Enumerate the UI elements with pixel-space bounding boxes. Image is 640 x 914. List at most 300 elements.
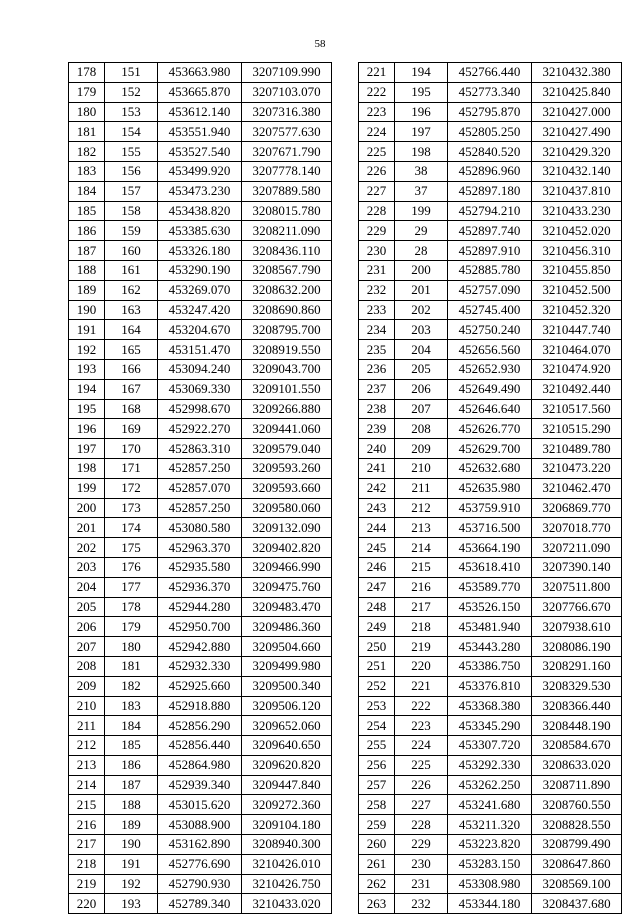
table-row — [69, 201, 332, 221]
y-coordinate-cell: 3209483.470 — [242, 597, 332, 617]
row-index-cell: 260 — [359, 835, 395, 855]
point-number-cell: 157 — [105, 181, 158, 201]
y-coordinate-cell: 3208366.440 — [532, 696, 622, 716]
table-row — [359, 82, 622, 102]
row-index-cell: 181 — [69, 122, 105, 142]
table-row — [69, 676, 332, 696]
x-coordinate-cell: 453094.240 — [158, 359, 242, 379]
x-coordinate-cell: 452857.250 — [158, 498, 242, 518]
x-coordinate-cell: 452935.580 — [158, 557, 242, 577]
row-index-cell: 237 — [359, 379, 395, 399]
point-number-cell: 189 — [105, 815, 158, 835]
row-index-cell: 234 — [359, 320, 395, 340]
point-number-cell: 177 — [105, 577, 158, 597]
x-coordinate-cell: 452998.670 — [158, 399, 242, 419]
point-number-cell: 179 — [105, 617, 158, 637]
x-coordinate-cell: 452963.370 — [158, 538, 242, 558]
y-coordinate-cell: 3209620.820 — [242, 755, 332, 775]
point-number-cell: 222 — [395, 696, 448, 716]
table-row — [359, 637, 622, 657]
point-number-cell: 217 — [395, 597, 448, 617]
y-coordinate-cell: 3208711.890 — [532, 775, 622, 795]
y-coordinate-cell: 3208795.700 — [242, 320, 332, 340]
y-coordinate-cell: 3208940.300 — [242, 835, 332, 855]
table-row — [359, 221, 622, 241]
y-coordinate-cell: 3208291.160 — [532, 656, 622, 676]
x-coordinate-cell: 453385.630 — [158, 221, 242, 241]
y-coordinate-cell: 3208799.490 — [532, 835, 622, 855]
y-coordinate-cell: 3210464.070 — [532, 340, 622, 360]
y-coordinate-cell: 3210462.470 — [532, 478, 622, 498]
row-index-cell: 241 — [359, 458, 395, 478]
table-row — [69, 221, 332, 241]
point-number-cell: 227 — [395, 795, 448, 815]
y-coordinate-cell: 3209652.060 — [242, 716, 332, 736]
point-number-cell: 154 — [105, 122, 158, 142]
y-coordinate-cell: 3209101.550 — [242, 379, 332, 399]
row-index-cell: 231 — [359, 260, 395, 280]
y-coordinate-cell: 3207671.790 — [242, 142, 332, 162]
row-index-cell: 232 — [359, 280, 395, 300]
x-coordinate-cell: 452897.180 — [448, 181, 532, 201]
y-coordinate-cell: 3209580.060 — [242, 498, 332, 518]
x-coordinate-cell: 453080.580 — [158, 518, 242, 538]
x-coordinate-cell: 453211.320 — [448, 815, 532, 835]
point-number-cell: 188 — [105, 795, 158, 815]
x-coordinate-cell: 453283.150 — [448, 854, 532, 874]
x-coordinate-cell: 453241.680 — [448, 795, 532, 815]
y-coordinate-cell: 3210452.320 — [532, 300, 622, 320]
table-row — [359, 577, 622, 597]
point-number-cell: 161 — [105, 260, 158, 280]
y-coordinate-cell: 3209475.760 — [242, 577, 332, 597]
point-number-cell: 171 — [105, 458, 158, 478]
y-coordinate-cell: 3209506.120 — [242, 696, 332, 716]
row-index-cell: 221 — [359, 63, 395, 83]
x-coordinate-cell: 452944.280 — [158, 597, 242, 617]
x-coordinate-cell: 452789.340 — [158, 894, 242, 914]
table-row — [69, 894, 332, 914]
row-index-cell: 245 — [359, 538, 395, 558]
y-coordinate-cell: 3208211.090 — [242, 221, 332, 241]
row-index-cell: 180 — [69, 102, 105, 122]
row-index-cell: 208 — [69, 656, 105, 676]
row-index-cell: 224 — [359, 122, 395, 142]
row-index-cell: 218 — [69, 854, 105, 874]
point-number-cell: 163 — [105, 300, 158, 320]
x-coordinate-cell: 452794.210 — [448, 201, 532, 221]
row-index-cell: 261 — [359, 854, 395, 874]
y-coordinate-cell: 3209132.090 — [242, 518, 332, 538]
y-coordinate-cell: 3209266.880 — [242, 399, 332, 419]
row-index-cell: 188 — [69, 260, 105, 280]
table-row — [69, 280, 332, 300]
coordinates-table-right — [358, 62, 622, 914]
x-coordinate-cell: 452897.740 — [448, 221, 532, 241]
table-row — [69, 795, 332, 815]
y-coordinate-cell: 3210474.920 — [532, 359, 622, 379]
x-coordinate-cell: 453481.940 — [448, 617, 532, 637]
row-index-cell: 242 — [359, 478, 395, 498]
point-number-cell: 195 — [395, 82, 448, 102]
x-coordinate-cell: 452790.930 — [158, 874, 242, 894]
table-row — [69, 399, 332, 419]
row-index-cell: 194 — [69, 379, 105, 399]
x-coordinate-cell: 452932.330 — [158, 656, 242, 676]
point-number-cell: 152 — [105, 82, 158, 102]
y-coordinate-cell: 3208633.020 — [532, 755, 622, 775]
x-coordinate-cell: 453292.330 — [448, 755, 532, 775]
row-index-cell: 253 — [359, 696, 395, 716]
point-number-cell: 228 — [395, 815, 448, 835]
x-coordinate-cell: 452805.250 — [448, 122, 532, 142]
table-row — [359, 795, 622, 815]
point-number-cell: 220 — [395, 656, 448, 676]
row-index-cell: 223 — [359, 102, 395, 122]
point-number-cell: 169 — [105, 419, 158, 439]
x-coordinate-cell: 453589.770 — [448, 577, 532, 597]
row-index-cell: 240 — [359, 439, 395, 459]
table-row — [69, 597, 332, 617]
x-coordinate-cell: 452766.440 — [448, 63, 532, 83]
point-number-cell: 28 — [395, 241, 448, 261]
x-coordinate-cell: 453088.900 — [158, 815, 242, 835]
y-coordinate-cell: 3208329.530 — [532, 676, 622, 696]
row-index-cell: 246 — [359, 557, 395, 577]
x-coordinate-cell: 452632.680 — [448, 458, 532, 478]
table-row — [359, 874, 622, 894]
x-coordinate-cell: 453269.070 — [158, 280, 242, 300]
table-row — [359, 320, 622, 340]
point-number-cell: 207 — [395, 399, 448, 419]
table-row — [69, 557, 332, 577]
x-coordinate-cell: 452773.340 — [448, 82, 532, 102]
row-index-cell: 203 — [69, 557, 105, 577]
table-row — [359, 359, 622, 379]
point-number-cell: 208 — [395, 419, 448, 439]
row-index-cell: 235 — [359, 340, 395, 360]
y-coordinate-cell: 3209500.340 — [242, 676, 332, 696]
y-coordinate-cell: 3208760.550 — [532, 795, 622, 815]
y-coordinate-cell: 3209640.650 — [242, 736, 332, 756]
y-coordinate-cell: 3210426.750 — [242, 874, 332, 894]
x-coordinate-cell: 452745.400 — [448, 300, 532, 320]
point-number-cell: 229 — [395, 835, 448, 855]
table-row — [359, 478, 622, 498]
row-index-cell: 215 — [69, 795, 105, 815]
table-row — [69, 755, 332, 775]
row-index-cell: 220 — [69, 894, 105, 914]
x-coordinate-cell: 453665.870 — [158, 82, 242, 102]
row-index-cell: 186 — [69, 221, 105, 241]
y-coordinate-cell: 3209104.180 — [242, 815, 332, 835]
point-number-cell: 38 — [395, 161, 448, 181]
point-number-cell: 182 — [105, 676, 158, 696]
y-coordinate-cell: 3209043.700 — [242, 359, 332, 379]
point-number-cell: 159 — [105, 221, 158, 241]
point-number-cell: 186 — [105, 755, 158, 775]
point-number-cell: 190 — [105, 835, 158, 855]
row-index-cell: 183 — [69, 161, 105, 181]
row-index-cell: 213 — [69, 755, 105, 775]
point-number-cell: 165 — [105, 340, 158, 360]
row-index-cell: 233 — [359, 300, 395, 320]
row-index-cell: 251 — [359, 656, 395, 676]
row-index-cell: 247 — [359, 577, 395, 597]
x-coordinate-cell: 452795.870 — [448, 102, 532, 122]
row-index-cell: 228 — [359, 201, 395, 221]
point-number-cell: 153 — [105, 102, 158, 122]
row-index-cell: 219 — [69, 874, 105, 894]
point-number-cell: 183 — [105, 696, 158, 716]
x-coordinate-cell: 453015.620 — [158, 795, 242, 815]
y-coordinate-cell: 3207018.770 — [532, 518, 622, 538]
row-index-cell: 227 — [359, 181, 395, 201]
row-index-cell: 206 — [69, 617, 105, 637]
y-coordinate-cell: 3210426.010 — [242, 854, 332, 874]
table-row — [69, 102, 332, 122]
point-number-cell: 218 — [395, 617, 448, 637]
point-number-cell: 211 — [395, 478, 448, 498]
x-coordinate-cell: 452646.640 — [448, 399, 532, 419]
y-coordinate-cell: 3207390.140 — [532, 557, 622, 577]
point-number-cell: 225 — [395, 755, 448, 775]
x-coordinate-cell: 452950.700 — [158, 617, 242, 637]
table-row — [359, 557, 622, 577]
y-coordinate-cell: 3210432.140 — [532, 161, 622, 181]
table-row — [69, 775, 332, 795]
row-index-cell: 250 — [359, 637, 395, 657]
table-row — [69, 458, 332, 478]
table-row — [69, 656, 332, 676]
x-coordinate-cell: 453716.500 — [448, 518, 532, 538]
point-number-cell: 151 — [105, 63, 158, 83]
y-coordinate-cell: 3210489.780 — [532, 439, 622, 459]
table-row — [69, 161, 332, 181]
x-coordinate-cell: 452863.310 — [158, 439, 242, 459]
x-coordinate-cell: 452652.930 — [448, 359, 532, 379]
x-coordinate-cell: 453759.910 — [448, 498, 532, 518]
row-index-cell: 243 — [359, 498, 395, 518]
table-row — [359, 63, 622, 83]
x-coordinate-cell: 453376.810 — [448, 676, 532, 696]
row-index-cell: 192 — [69, 340, 105, 360]
point-number-cell: 215 — [395, 557, 448, 577]
x-coordinate-cell: 452649.490 — [448, 379, 532, 399]
table-row — [69, 498, 332, 518]
y-coordinate-cell: 3208647.860 — [532, 854, 622, 874]
x-coordinate-cell: 453527.540 — [158, 142, 242, 162]
row-index-cell: 225 — [359, 142, 395, 162]
row-index-cell: 196 — [69, 419, 105, 439]
x-coordinate-cell: 453368.380 — [448, 696, 532, 716]
x-coordinate-cell: 453162.890 — [158, 835, 242, 855]
x-coordinate-cell: 452840.520 — [448, 142, 532, 162]
y-coordinate-cell: 3206869.770 — [532, 498, 622, 518]
x-coordinate-cell: 452936.370 — [158, 577, 242, 597]
x-coordinate-cell: 453326.180 — [158, 241, 242, 261]
point-number-cell: 198 — [395, 142, 448, 162]
point-number-cell: 202 — [395, 300, 448, 320]
y-coordinate-cell: 3210447.740 — [532, 320, 622, 340]
point-number-cell: 203 — [395, 320, 448, 340]
x-coordinate-cell: 452939.340 — [158, 775, 242, 795]
point-number-cell: 185 — [105, 736, 158, 756]
point-number-cell: 224 — [395, 736, 448, 756]
row-index-cell: 178 — [69, 63, 105, 83]
point-number-cell: 197 — [395, 122, 448, 142]
row-index-cell: 263 — [359, 894, 395, 914]
x-coordinate-cell: 453151.470 — [158, 340, 242, 360]
y-coordinate-cell: 3208584.670 — [532, 736, 622, 756]
point-number-cell: 166 — [105, 359, 158, 379]
point-number-cell: 155 — [105, 142, 158, 162]
table-row — [359, 755, 622, 775]
point-number-cell: 201 — [395, 280, 448, 300]
point-number-cell: 180 — [105, 637, 158, 657]
table-row — [359, 340, 622, 360]
y-coordinate-cell: 3208690.860 — [242, 300, 332, 320]
x-coordinate-cell: 453290.190 — [158, 260, 242, 280]
point-number-cell: 167 — [105, 379, 158, 399]
point-number-cell: 205 — [395, 359, 448, 379]
y-coordinate-cell: 3207766.670 — [532, 597, 622, 617]
point-number-cell: 213 — [395, 518, 448, 538]
point-number-cell: 212 — [395, 498, 448, 518]
row-index-cell: 258 — [359, 795, 395, 815]
row-index-cell: 201 — [69, 518, 105, 538]
point-number-cell: 184 — [105, 716, 158, 736]
table-row — [69, 63, 332, 83]
x-coordinate-cell: 452885.780 — [448, 260, 532, 280]
x-coordinate-cell: 453443.280 — [448, 637, 532, 657]
x-coordinate-cell: 452635.980 — [448, 478, 532, 498]
point-number-cell: 174 — [105, 518, 158, 538]
table-row — [359, 142, 622, 162]
y-coordinate-cell: 3208436.110 — [242, 241, 332, 261]
x-coordinate-cell: 452922.270 — [158, 419, 242, 439]
page-number: 58 — [314, 38, 326, 50]
x-coordinate-cell: 453345.290 — [448, 716, 532, 736]
point-number-cell: 193 — [105, 894, 158, 914]
table-row — [69, 241, 332, 261]
table-row — [359, 498, 622, 518]
table-row — [69, 359, 332, 379]
table-row — [69, 419, 332, 439]
row-index-cell: 239 — [359, 419, 395, 439]
x-coordinate-cell: 452918.880 — [158, 696, 242, 716]
table-row — [69, 320, 332, 340]
y-coordinate-cell: 3208569.100 — [532, 874, 622, 894]
table-row — [359, 894, 622, 914]
y-coordinate-cell: 3210456.310 — [532, 241, 622, 261]
point-number-cell: 206 — [395, 379, 448, 399]
y-coordinate-cell: 3210437.810 — [532, 181, 622, 201]
table-row — [359, 716, 622, 736]
table-row — [359, 241, 622, 261]
point-number-cell: 223 — [395, 716, 448, 736]
point-number-cell: 168 — [105, 399, 158, 419]
point-number-cell: 232 — [395, 894, 448, 914]
y-coordinate-cell: 3210427.000 — [532, 102, 622, 122]
point-number-cell: 29 — [395, 221, 448, 241]
table-row — [69, 736, 332, 756]
row-index-cell: 189 — [69, 280, 105, 300]
x-coordinate-cell: 453526.150 — [448, 597, 532, 617]
y-coordinate-cell: 3209466.990 — [242, 557, 332, 577]
table-row — [69, 577, 332, 597]
row-index-cell: 217 — [69, 835, 105, 855]
y-coordinate-cell: 3209441.060 — [242, 419, 332, 439]
y-coordinate-cell: 3208919.550 — [242, 340, 332, 360]
row-index-cell: 262 — [359, 874, 395, 894]
point-number-cell: 226 — [395, 775, 448, 795]
y-coordinate-cell: 3208015.780 — [242, 201, 332, 221]
point-number-cell: 162 — [105, 280, 158, 300]
row-index-cell: 210 — [69, 696, 105, 716]
table-row — [359, 597, 622, 617]
y-coordinate-cell: 3210517.560 — [532, 399, 622, 419]
point-number-cell: 156 — [105, 161, 158, 181]
y-coordinate-cell: 3209447.840 — [242, 775, 332, 795]
table-row — [359, 854, 622, 874]
x-coordinate-cell: 452776.690 — [158, 854, 242, 874]
table-row — [359, 518, 622, 538]
y-coordinate-cell: 3207577.630 — [242, 122, 332, 142]
table-row — [69, 478, 332, 498]
point-number-cell: 191 — [105, 854, 158, 874]
y-coordinate-cell: 3209504.660 — [242, 637, 332, 657]
table-row — [69, 637, 332, 657]
point-number-cell: 164 — [105, 320, 158, 340]
point-number-cell: 196 — [395, 102, 448, 122]
y-coordinate-cell: 3210473.220 — [532, 458, 622, 478]
point-number-cell: 192 — [105, 874, 158, 894]
row-index-cell: 248 — [359, 597, 395, 617]
table-row — [69, 696, 332, 716]
table-row — [359, 617, 622, 637]
table-row — [359, 122, 622, 142]
x-coordinate-cell: 452757.090 — [448, 280, 532, 300]
x-coordinate-cell: 453308.980 — [448, 874, 532, 894]
y-coordinate-cell: 3210433.230 — [532, 201, 622, 221]
table-row — [359, 835, 622, 855]
row-index-cell: 184 — [69, 181, 105, 201]
row-index-cell: 195 — [69, 399, 105, 419]
table-row — [69, 716, 332, 736]
point-number-cell: 214 — [395, 538, 448, 558]
x-coordinate-cell: 452750.240 — [448, 320, 532, 340]
x-coordinate-cell: 452856.290 — [158, 716, 242, 736]
table-row — [359, 300, 622, 320]
row-index-cell: 229 — [359, 221, 395, 241]
point-number-cell: 187 — [105, 775, 158, 795]
row-index-cell: 257 — [359, 775, 395, 795]
coordinates-table-left — [68, 62, 332, 914]
table-row — [359, 696, 622, 716]
point-number-cell: 160 — [105, 241, 158, 261]
row-index-cell: 252 — [359, 676, 395, 696]
y-coordinate-cell: 3209272.360 — [242, 795, 332, 815]
x-coordinate-cell: 453551.940 — [158, 122, 242, 142]
row-index-cell: 259 — [359, 815, 395, 835]
table-row — [359, 419, 622, 439]
table-row — [359, 458, 622, 478]
point-number-cell: 178 — [105, 597, 158, 617]
table-row — [359, 775, 622, 795]
row-index-cell: 182 — [69, 142, 105, 162]
row-index-cell: 191 — [69, 320, 105, 340]
